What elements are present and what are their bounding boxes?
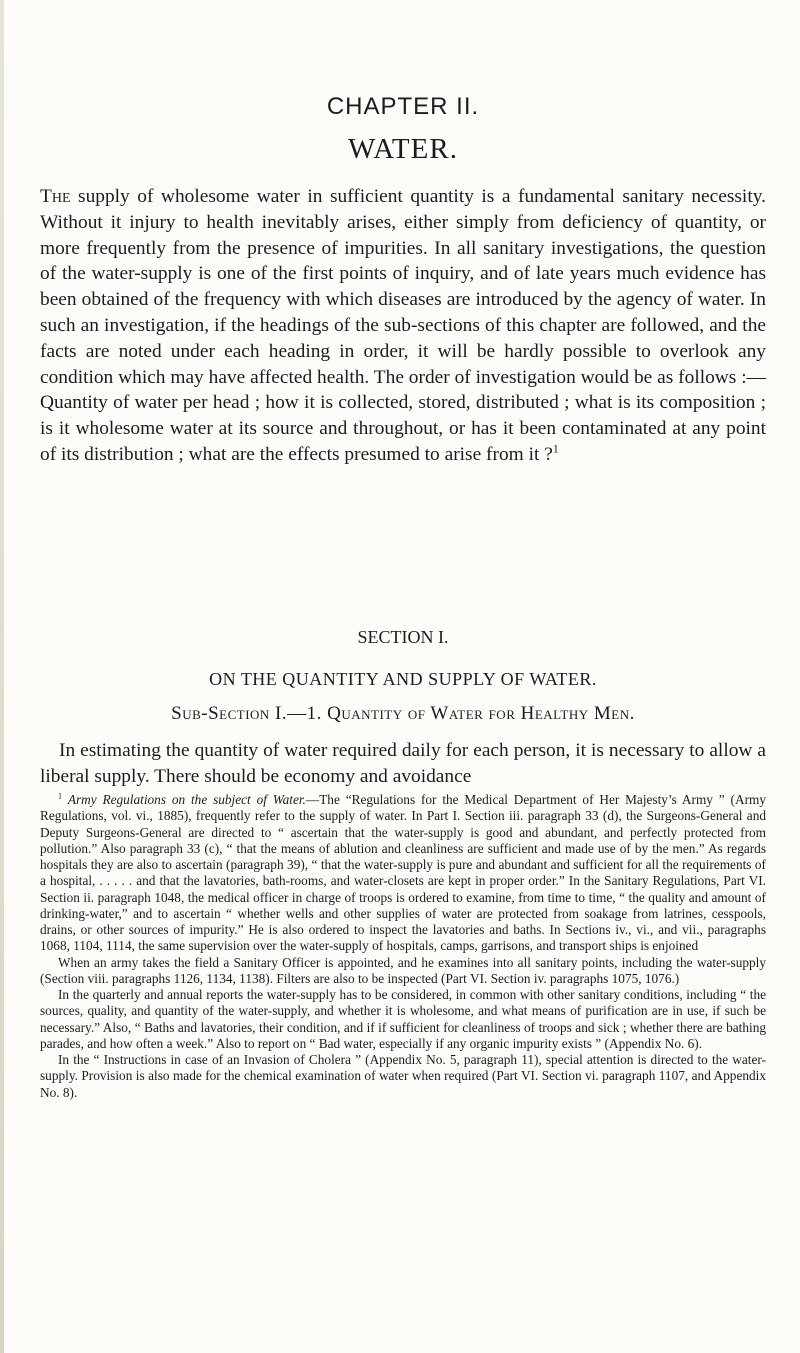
subsection-title: Sub-Section I.—1. Quantity of Water for Healthy Men. <box>171 703 635 724</box>
section-heading: SECTION I. <box>357 627 449 647</box>
chapter-subtitle: WATER. <box>348 133 458 165</box>
footnote-paragraph: In the “ Instructions in case of an Invasion of Cholera ” (Appendix No. 5, paragraph 11), special attention is directed to the water-supply. Provision is also made for the chemical examination of water when required (Part VI. Section vi. paragraph 1107, and Appendix No. 8). <box>40 1052 766 1100</box>
chapter-title: CHAPTER II. <box>326 93 480 120</box>
footnote-text: —The “Regulations for the Medical Department of Her Majesty’s Army ” (Army Regulations, vol. vi., 1885), frequently refer to the supply of water. In Part I. Section iii. paragraph 33 (d), the Surgeons-General and Deputy Surgeons-General are directed to “ ascertain that the water-supply is good and abundant, and perfectly protected from pollution.” Also paragraph 33 (c), “ that the means of ablution and cleanliness are sufficient and made use of by the men.” As regards hospitals they are also to ascertain (paragraph 39), “ that the water-supply is pure and abundant and sufficient for all the requirements of a hospital, . . . . . and that the lavatories, bath-rooms, and water-closets are kept in proper order.” In the Sanitary Regulations, Part VI. Section ii. paragraph 1048, the medical officer in charge of troops is ordered to examine, from time to time, “ the quality and amount of drinking-water,” and to ascertain “ whether wells and other supplies of water are protected from soakage from latrines, cesspools, drains, or other sources of impurity.” He is also ordered to inspect the lavatories and baths. In Sections iv., vi., and vii., paragraphs 1068, 1104, 1114, the same supervision over the water-supply of hospitals, camps, garrisons, and transport ships is enjoined <box>40 792 766 954</box>
footnote-marker: 1 <box>58 791 62 801</box>
intro-paragraph <box>40 184 766 468</box>
footnote-paragraph: In the quarterly and annual reports the water-supply has to be considered, in common with other sanitary conditions, including “ the sources, quality, and quantity of the water-supply, and whether it is wholesome, and what means of purification are in use, if such be necessary.” Also, “ Baths and lavatories, their condition, and if if sufficient for cleanliness of troops and sick ; whether there are bathing parades, and how often a week.” Also to report on “ Bad water, especially if any organic impurity exists ” (Appendix No. 6). <box>40 987 766 1051</box>
section-title: ON THE QUANTITY AND SUPPLY OF WATER. <box>209 669 597 689</box>
footnote-source-title: Army Regulations on the subject of Water. <box>67 792 306 807</box>
footnote-paragraph <box>40 792 766 955</box>
intro-lead-word: The <box>40 186 71 207</box>
footnote <box>40 792 766 1101</box>
footnote-reference[interactable]: 1 <box>552 442 559 456</box>
section-paragraph: In estimating the quantity of water required daily for each person, it is necessary to allow a liberal supply. There should be economy and avoidance <box>40 740 766 787</box>
footnote-paragraph: When an army takes the field a Sanitary Officer is appointed, and he examines into all sanitary points, including the water-supply (Section viii. paragraphs 1126, 1134, 1138). Filters are also to be inspected (Part VI. Section iv. paragraphs 1075, 1076.) <box>40 954 766 986</box>
page-edge-shadow <box>0 0 4 1353</box>
intro-text: supply of wholesome water in sufficient quantity is a fundamental sanitary necessity. Without it injury to health inevitably arises, either simply from deficiency of quantity, or more frequently from the presence of impurities. In all sanitary investigations, the question of the water-supply is one of the first points of inquiry, and of late years much evidence has been obtained of the frequency with which diseases are introduced by the agency of water. In such an investigation, if the headings of the sub-sections of this chapter are followed, and the facts are noted under each heading in order, it will be hardly possible to overlook any condition which may have affected health. The order of investigation would be as follows :—Quantity of water per head ; how it is collected, stored, distributed ; what is its composition ; is it wholesome water at its source and throughout, or has it been contaminated at any point of its distribution ; what are the effects presumed to arise from it ? <box>40 186 766 465</box>
